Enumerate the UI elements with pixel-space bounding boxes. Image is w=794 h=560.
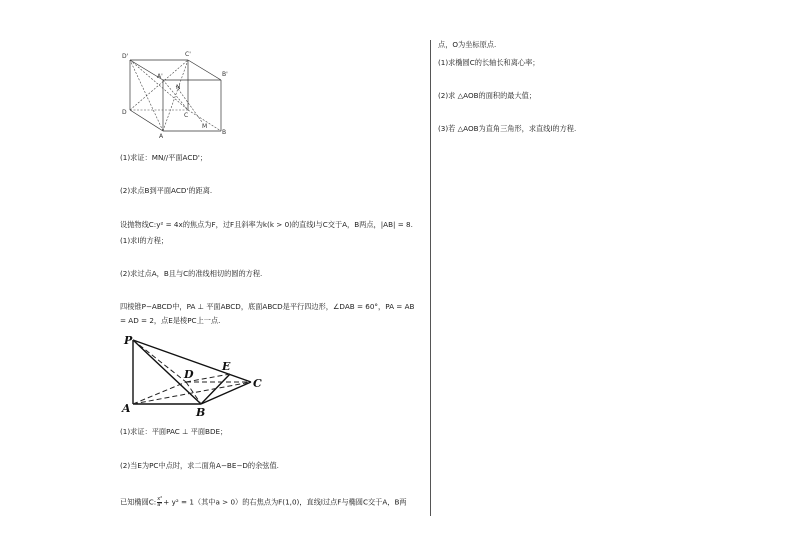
q2-part1: (1)求l的方程； xyxy=(120,236,169,245)
q4-part1: (1)求椭圆C的长轴长和离心率； xyxy=(438,58,540,67)
label-a: A xyxy=(122,402,131,415)
q4-frac-num: x² xyxy=(157,496,163,502)
label-m: M xyxy=(202,123,208,130)
cube-figure xyxy=(118,44,233,140)
label-b: B xyxy=(196,406,206,419)
q2-part2: (2)求过点A，B且与C的准线相切的圆的方程. xyxy=(120,269,263,278)
q1-part2: (2)求点B到平面ACD'的距离. xyxy=(120,186,213,195)
label-a1: A' xyxy=(157,73,163,80)
label-d: D xyxy=(184,368,194,381)
label-d1: D' xyxy=(122,53,129,60)
q4-frac-den: a² xyxy=(157,502,163,508)
q2-stem: 设抛物线C:y² = 4x的焦点为F，过F且斜率为k(k > 0)的直线l与C交于A，B两点，|AB| = 8. xyxy=(120,220,413,229)
q4-part2: (2)求 △AOB的面积的最大值； xyxy=(438,91,537,100)
q3-stem-line1: 四棱锥P−ABCD中，PA ⊥ 平面ABCD，底面ABCD是平行四边形，∠DAB = 60°，PA = AB xyxy=(120,302,415,311)
q3-part2: (2)当E为PC中点时，求二面角A−BE−D的余弦值. xyxy=(120,461,279,470)
label-p: P xyxy=(124,334,133,347)
q3-stem-line2: = AD = 2，点E是棱PC上一点. xyxy=(120,316,221,325)
q4-stem-prefix: 已知椭圆C: xyxy=(120,497,157,507)
label-b1: B' xyxy=(222,71,228,78)
label-e: E xyxy=(222,360,231,373)
q1-part1: (1)求证：MN//平面ACD'； xyxy=(120,153,208,162)
q3-part1: (1)求证：平面PAC ⊥ 平面BDE； xyxy=(120,427,228,436)
q4-stem xyxy=(120,497,407,508)
q4-stem-suffix: + y² = 1（其中a > 0）的右焦点为F(1,0)，直线l过点F与椭圆C交于A，B两 xyxy=(163,497,407,507)
column-divider xyxy=(430,40,431,516)
label-b: B xyxy=(222,129,227,136)
q4-stem-cont: 点，O为坐标原点. xyxy=(438,40,497,49)
label-c1: C' xyxy=(185,51,191,58)
label-c: C xyxy=(253,377,262,390)
label-c: C xyxy=(184,112,189,119)
pyramid-figure xyxy=(118,332,278,420)
label-n: N xyxy=(176,84,181,91)
q4-fraction xyxy=(157,497,162,508)
q4-part3: (3)若 △AOB为直角三角形，求直线l的方程. xyxy=(438,124,577,133)
label-d: D xyxy=(122,109,127,116)
label-a: A xyxy=(159,133,164,140)
